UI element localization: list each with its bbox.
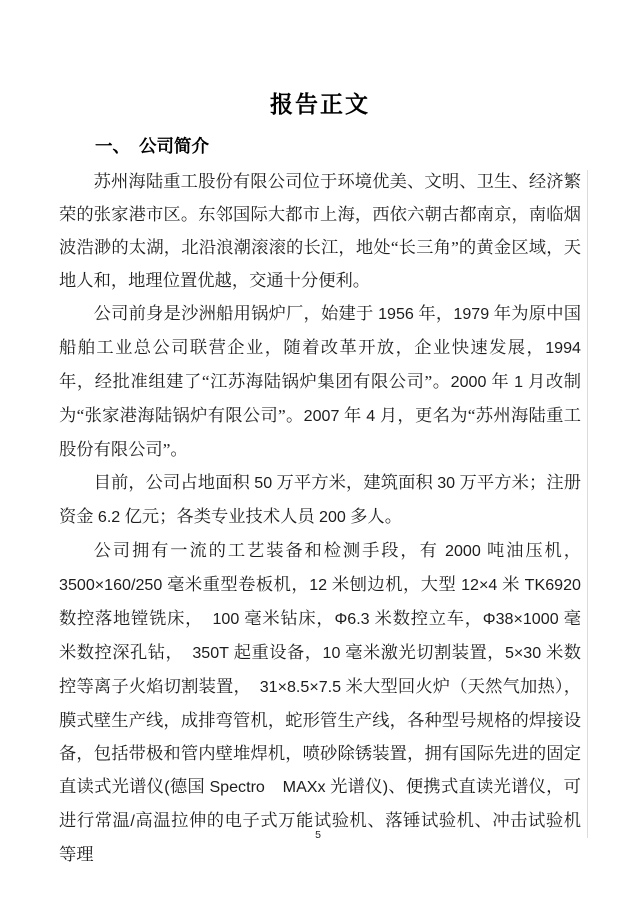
revision-bar	[587, 170, 588, 838]
paragraph-company-history: 公司前身是沙洲船用锅炉厂，始建于 1956 年，1979 年为原中国船舶工业总公司联营企业，随着改革开放，企业快速发展，1994 年，经批准组建了“江苏海陆锅炉集团有限公司”。2000 年 1 月改制为“张家港海陆锅炉有限公司”。2007 年 4 月，更名为“苏州海陆重工股份有限公司”。	[59, 304, 581, 459]
paragraph-company-scale: 目前，公司占地面积 50 万平方米，建筑面积 30 万平方米；注册资金 6.2 亿元；各类专业技术人员 200 多人。	[59, 473, 581, 526]
paragraph-company-location: 苏州海陆重工股份有限公司位于环境优美、文明、卫生、经济繁荣的张家港市区。东邻国际大都市上海，西依六朝古都南京，南临烟波浩渺的太湖，北沿浪潮滚滚的长江，地处“长三角”的黄金区域，天地人和，地理位置优越，交通十分便利。	[59, 172, 581, 290]
page-number: 5	[315, 829, 321, 841]
section-heading	[59, 134, 581, 158]
section-title: 公司简介	[139, 136, 209, 156]
page-title: 报告正文	[270, 91, 370, 117]
paragraph-company-equipment: 公司拥有一流的工艺装备和检测手段，有 2000 吨油压机，3500×160/250 毫米重型卷板机，12 米刨边机，大型 12×4 米 TK6920 数控落地镗铣床， 100 毫米钻床，Φ6.3 米数控立车，Φ38×1000 毫米数控深孔钻， 350T 起重设备，10 毫米激光切割装置，5×30 米数控等离子火焰切割装置， 31×8.5×7.5 米大型回火炉（天然气加热），膜式壁生产线，成排弯管机，蛇形管生产线，各种型号规格的焊接设备，包括带极和管内壁堆焊机，喷砂除锈装置，拥有国际先进的固定直读式光谱仪(德国 Spectro MAXx 光谱仪)、便携式直读光谱仪，可进行常温/高温拉伸的电子式万能试验机、落锤试验机、冲击试验机等理	[59, 541, 581, 864]
section-number: 一、	[95, 136, 130, 156]
